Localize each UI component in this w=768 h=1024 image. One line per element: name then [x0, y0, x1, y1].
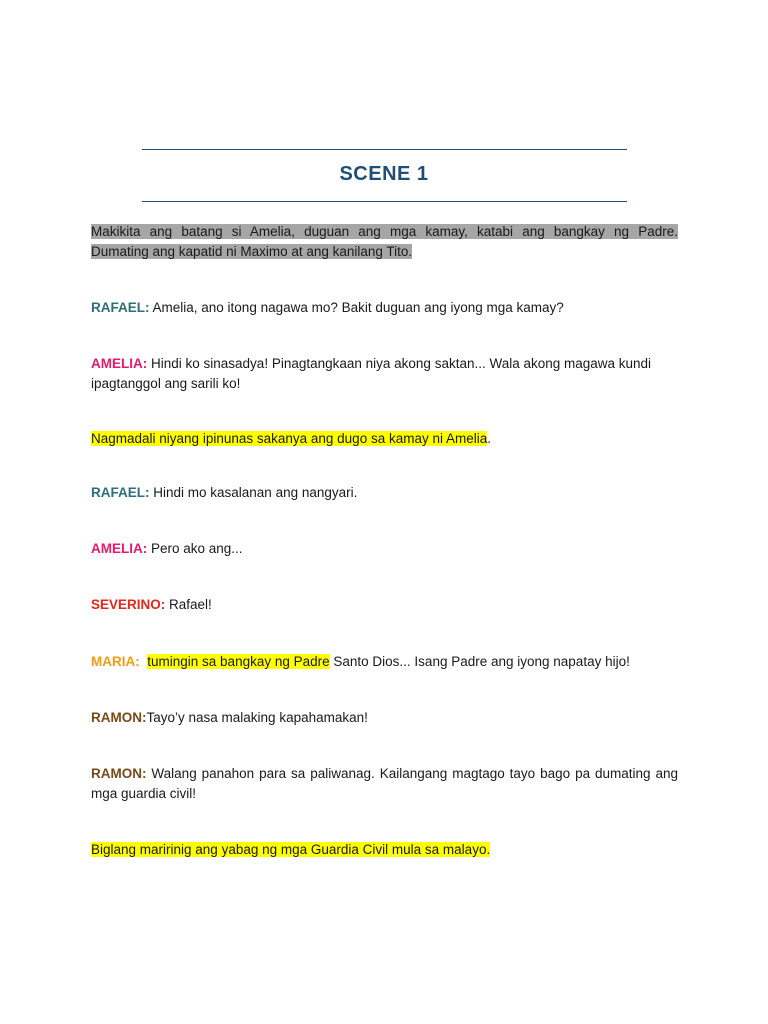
stage-direction-1 — [91, 429, 678, 449]
scene-title: SCENE 1 — [339, 163, 429, 185]
maria-action-highlight: tumingin sa bangkay ng Padre — [147, 654, 330, 669]
dialogue-text: Walang panahon para sa paliwanag. Kailangang magtago tayo bago pa dumating ang mga guardia civil! — [91, 766, 678, 801]
dialogue-line-rafael-2 — [91, 483, 678, 503]
dialogue-line-rafael-1 — [91, 298, 678, 318]
dialogue-line-severino — [91, 595, 678, 615]
intro-line-2: Dumating ang kapatid ni Maximo at ang kanilang Tito. — [91, 243, 413, 259]
dialogue-line-ramon-2 — [91, 764, 678, 803]
intro-direction — [91, 222, 678, 261]
speaker-label: MARIA: — [91, 654, 140, 669]
intro-line-1: Makikita ang batang si Amelia, duguan ang mga kamay, katabi ang bangkay ng Padre. — [91, 224, 678, 239]
dialogue-text: Hindi ko sinasadya! Pinagtangkaan niya akong saktan... Wala akong magawa kundi ipagtanggol ang sarili ko! — [91, 356, 652, 391]
speaker-label: RAFAEL: — [91, 300, 150, 315]
stage-direction-text: Nagmadali niyang ipinunas sakanya ang dugo sa kamay ni Amelia — [91, 431, 488, 446]
dialogue-text: Amelia, ano itong nagawa mo? Bakit duguan ang iyong mga kamay? — [149, 300, 564, 315]
dialogue-line-ramon-1 — [91, 708, 678, 728]
speaker-label: RAMON: — [91, 710, 147, 725]
dialogue-text: Pero ako ang... — [147, 541, 243, 556]
speaker-label: RAMON: — [91, 766, 147, 781]
speaker-label: RAFAEL: — [91, 485, 150, 500]
dialogue-line-maria — [91, 652, 678, 672]
title-rule-top — [142, 149, 627, 150]
stage-direction-tail: . — [487, 431, 492, 446]
dialogue-text: Santo Dios... Isang Padre ang iyong napatay hijo! — [329, 654, 630, 669]
speaker-label: AMELIA: — [91, 356, 148, 371]
stage-direction-text: Biglang maririnig ang yabag ng mga Guardia Civil mula sa malayo. — [91, 842, 491, 857]
speaker-label: AMELIA: — [91, 541, 148, 556]
dialogue-text: Hindi mo kasalanan ang nangyari. — [149, 485, 358, 500]
stage-direction-2 — [91, 840, 678, 860]
dialogue-text: Tayo’y nasa malaking kapahamakan! — [146, 710, 368, 725]
dialogue-line-amelia-1 — [91, 354, 678, 393]
speaker-label: SEVERINO: — [91, 597, 166, 612]
title-rule-bottom — [142, 201, 627, 202]
dialogue-text: Rafael! — [165, 597, 212, 612]
dialogue-line-amelia-2 — [91, 539, 678, 559]
